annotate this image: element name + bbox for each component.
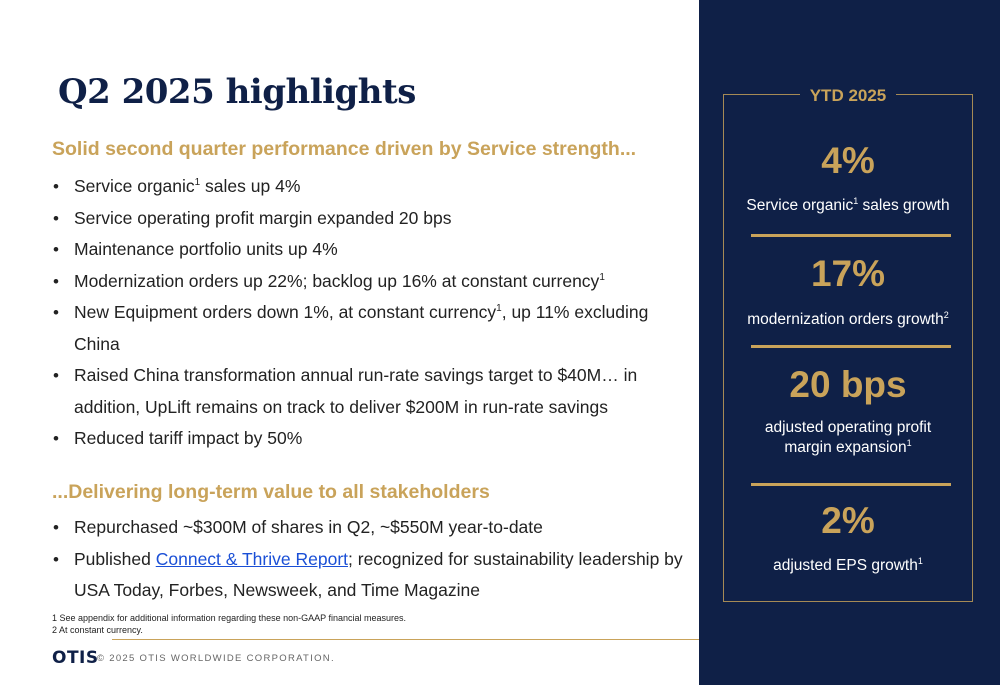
bullet-modernization-orders: • Modernization orders up 22%; backlog up 16% at constant currency$^1$ bbox=[52, 266, 692, 298]
metric-divider bbox=[751, 234, 951, 237]
metric-label-eps: adjusted EPS growth$^1$ bbox=[773, 555, 923, 574]
metric-label-operating-margin: adjusted operating profit margin expansion$^1$ bbox=[764, 419, 932, 456]
copyright-text: © 2025 OTIS WORLDWIDE CORPORATION. bbox=[97, 653, 335, 664]
performance-bullet-list bbox=[52, 171, 692, 455]
footnotes bbox=[52, 612, 406, 636]
metric-value-eps: 2% bbox=[821, 500, 875, 541]
metric-value-modernization: 17% bbox=[810, 253, 886, 294]
bullet-connect-thrive: • Published Connect & Thrive Report; recognized for sustainability leadership by USA Today, Forbes, Newsweek, and Time Magazine bbox=[52, 544, 692, 607]
bullet-share-repurchase: • Repurchased ~$300M of shares in Q2, ~$550M year-to-date bbox=[52, 512, 692, 544]
bullet-china-savings: • Raised China transformation annual run-rate savings target to $40M… in addition, UpLift remains on track to deliver $200M in run-rate savings bbox=[52, 360, 692, 423]
section-heading-performance: Solid second quarter performance driven by Service strength... bbox=[52, 138, 637, 160]
footnote-1: 1 See appendix for additional information regarding these non-GAAP financial measures. bbox=[52, 613, 407, 623]
bullet-service-margin: • Service operating profit margin expanded 20 bps bbox=[52, 203, 692, 235]
page-title: Q2 2025 highlights bbox=[58, 72, 416, 112]
bullet-new-equipment-orders: • New Equipment orders down 1%, at constant currency$^1$, up 11% excluding China bbox=[52, 297, 692, 360]
otis-logo: OTIS bbox=[52, 648, 99, 668]
ytd-tag: YTD 2025 bbox=[800, 85, 896, 107]
bullet-service-organic: • Service organic$^1$ sales up 4% bbox=[52, 171, 692, 203]
connect-thrive-report-link[interactable]: Connect & Thrive Report bbox=[155, 548, 349, 569]
metric-value-service-organic: 4% bbox=[821, 140, 875, 181]
metric-label-modernization: modernization orders growth$^2$ bbox=[747, 309, 949, 328]
metric-value-operating-margin: 20 bps bbox=[789, 364, 907, 405]
section-heading-stakeholders: ...Delivering long-term value to all stakeholders bbox=[52, 481, 490, 503]
footnote-2: 2 At constant currency. bbox=[52, 625, 143, 635]
metric-divider bbox=[751, 483, 951, 486]
metric-divider bbox=[751, 345, 951, 348]
stakeholder-bullet-list bbox=[52, 512, 692, 607]
bullet-tariff-impact: • Reduced tariff impact by 50% bbox=[52, 423, 692, 455]
metric-label-service-organic: Service organic$^1$ sales growth bbox=[746, 195, 950, 214]
bullet-maintenance-units: • Maintenance portfolio units up 4% bbox=[52, 234, 692, 266]
